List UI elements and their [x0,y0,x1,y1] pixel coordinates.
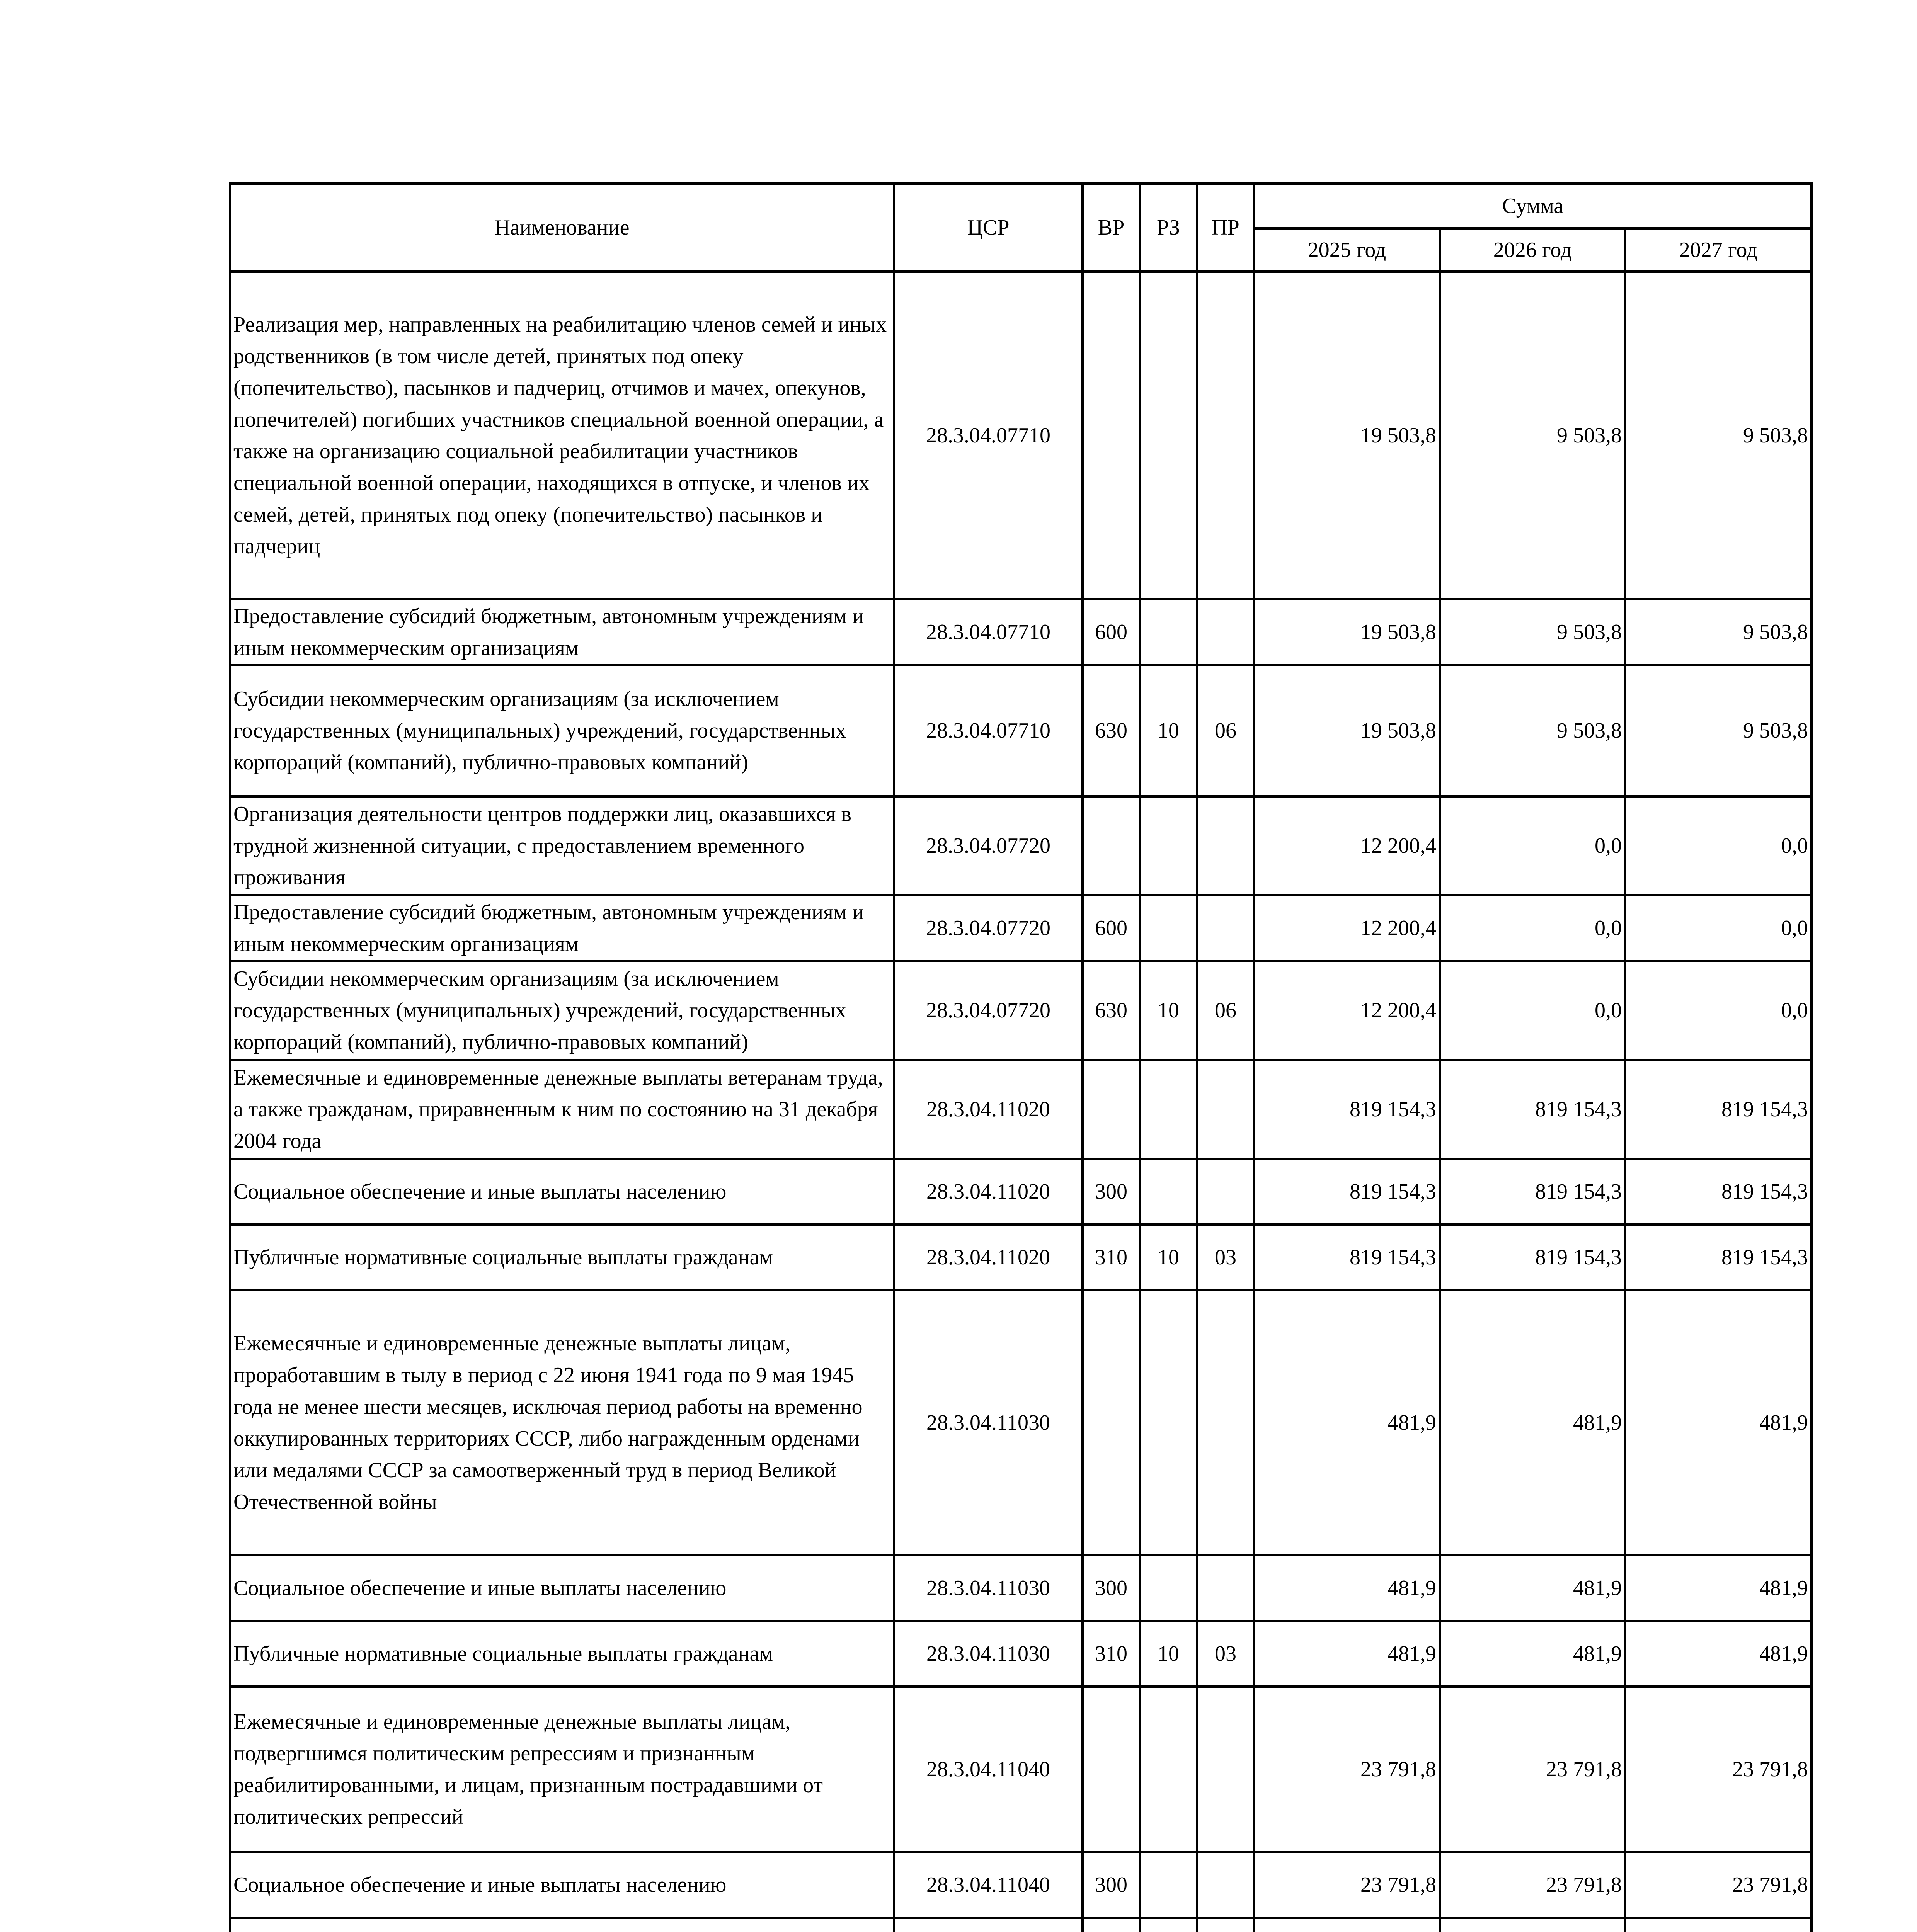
row-value-2026: 819 154,3 [1440,1159,1625,1225]
table-row [230,665,1811,796]
table-row [230,1918,1811,1932]
row-name [230,1918,894,1932]
row-vr [1083,272,1140,599]
row-value-2026: 0,0 [1440,796,1625,895]
row-value-2026: 23 791,8 [1440,1687,1625,1852]
row-pr [1197,1159,1254,1225]
row-csr: 28.3.04.11030 [894,1555,1083,1621]
row-name: Публичные нормативные социальные выплаты гражданам [230,1225,894,1290]
row-value-2026: 819 154,3 [1440,1060,1625,1159]
row-name: Субсидии некоммерческим организациям (за исключением государственных (муниципальных) учреждений, государственных корпораций (компаний), публично-правовых компаний) [230,961,894,1060]
row-vr [1083,1060,1140,1159]
row-value-2025: 19 503,8 [1254,665,1440,796]
row-csr: 28.3.04.11040 [894,1852,1083,1918]
header-csr: ЦСР [894,184,1083,272]
row-value-2025: 819 154,3 [1254,1060,1440,1159]
row-value-2027: 9 503,8 [1625,599,1811,665]
row-pr: 03 [1197,1225,1254,1290]
row-value-2027: 23 791,8 [1625,1687,1811,1852]
row-value-2026 [1440,1918,1625,1932]
row-csr: 28.3.04.11030 [894,1621,1083,1687]
row-csr: 28.3.04.07710 [894,272,1083,599]
row-pr [1197,796,1254,895]
row-csr: 28.3.04.07720 [894,895,1083,961]
row-rz [1140,1852,1197,1918]
row-value-2026: 9 503,8 [1440,665,1625,796]
row-pr [1197,1555,1254,1621]
row-rz: 10 [1140,1225,1197,1290]
row-csr: 28.3.04.11020 [894,1159,1083,1225]
row-pr [1197,1290,1254,1555]
table-row [230,599,1811,665]
row-vr: 310 [1083,1621,1140,1687]
row-name: Социальное обеспечение и иные выплаты населению [230,1852,894,1918]
row-vr [1083,1290,1140,1555]
row-pr: 03 [1197,1621,1254,1687]
row-value-2026: 819 154,3 [1440,1225,1625,1290]
table-row [230,1290,1811,1555]
row-rz [1140,796,1197,895]
header-rz: РЗ [1140,184,1197,272]
row-pr: 06 [1197,961,1254,1060]
row-rz [1140,1290,1197,1555]
row-name: Предоставление субсидий бюджетным, автономным учреждениям и иным некоммерческим организациям [230,895,894,961]
table-row [230,1621,1811,1687]
row-rz: 10 [1140,665,1197,796]
row-rz: 10 [1140,961,1197,1060]
row-rz [1140,895,1197,961]
row-value-2025 [1254,1918,1440,1932]
row-vr: 310 [1083,1225,1140,1290]
row-csr: 28.3.04.07720 [894,796,1083,895]
row-vr: 300 [1083,1159,1140,1225]
table-row [230,1852,1811,1918]
row-value-2027: 9 503,8 [1625,665,1811,796]
row-pr [1197,1060,1254,1159]
row-value-2025: 12 200,4 [1254,895,1440,961]
row-value-2026: 9 503,8 [1440,272,1625,599]
row-value-2027: 0,0 [1625,895,1811,961]
row-csr: 28.3.04.11030 [894,1290,1083,1555]
row-value-2027: 819 154,3 [1625,1225,1811,1290]
row-name: Публичные нормативные социальные выплаты гражданам [230,1621,894,1687]
row-value-2025: 23 791,8 [1254,1852,1440,1918]
row-vr [1083,1918,1140,1932]
row-name: Ежемесячные и единовременные денежные выплаты ветеранам труда, а также гражданам, приравненным к ним по состоянию на 31 декабря 2004 года [230,1060,894,1159]
row-value-2026: 0,0 [1440,961,1625,1060]
row-value-2027: 481,9 [1625,1621,1811,1687]
header-2027: 2027 год [1625,228,1811,272]
row-rz [1140,1159,1197,1225]
row-name: Социальное обеспечение и иные выплаты населению [230,1555,894,1621]
table-row [230,1555,1811,1621]
header-sum: Сумма [1254,184,1811,228]
row-csr: 28.3.04.11020 [894,1060,1083,1159]
row-value-2025: 481,9 [1254,1621,1440,1687]
row-csr: 28.3.04.07710 [894,665,1083,796]
table-row [230,895,1811,961]
row-value-2026: 481,9 [1440,1555,1625,1621]
row-rz [1140,599,1197,665]
header-name: Наименование [230,184,894,272]
row-vr: 630 [1083,665,1140,796]
row-value-2027: 0,0 [1625,796,1811,895]
row-name: Социальное обеспечение и иные выплаты населению [230,1159,894,1225]
row-value-2027: 819 154,3 [1625,1060,1811,1159]
table-row [230,796,1811,895]
row-vr: 600 [1083,895,1140,961]
row-csr [894,1918,1083,1932]
table-row [230,961,1811,1060]
budget-table [229,182,1813,1932]
table-row [230,1687,1811,1852]
row-value-2027 [1625,1918,1811,1932]
row-vr [1083,796,1140,895]
row-name: Субсидии некоммерческим организациям (за исключением государственных (муниципальных) учреждений, государственных корпораций (компаний), публично-правовых компаний) [230,665,894,796]
row-vr [1083,1687,1140,1852]
row-pr [1197,272,1254,599]
table-row [230,272,1811,599]
row-value-2027: 481,9 [1625,1290,1811,1555]
row-vr: 300 [1083,1555,1140,1621]
row-pr: 06 [1197,665,1254,796]
row-pr [1197,895,1254,961]
row-value-2027: 0,0 [1625,961,1811,1060]
row-rz [1140,1687,1197,1852]
row-value-2025: 12 200,4 [1254,961,1440,1060]
row-value-2026: 0,0 [1440,895,1625,961]
row-name: Предоставление субсидий бюджетным, автономным учреждениям и иным некоммерческим организациям [230,599,894,665]
row-name: Организация деятельности центров поддержки лиц, оказавшихся в трудной жизненной ситуации, с предоставлением временного проживания [230,796,894,895]
row-value-2025: 481,9 [1254,1290,1440,1555]
row-vr: 600 [1083,599,1140,665]
row-value-2026: 9 503,8 [1440,599,1625,665]
row-value-2027: 481,9 [1625,1555,1811,1621]
header-vr: ВР [1083,184,1140,272]
row-value-2025: 819 154,3 [1254,1159,1440,1225]
row-value-2026: 23 791,8 [1440,1852,1625,1918]
row-csr: 28.3.04.11020 [894,1225,1083,1290]
row-csr: 28.3.04.07720 [894,961,1083,1060]
header-2026: 2026 год [1440,228,1625,272]
row-rz [1140,1555,1197,1621]
row-rz [1140,272,1197,599]
header-pr: ПР [1197,184,1254,272]
row-pr [1197,1687,1254,1852]
row-value-2025: 481,9 [1254,1555,1440,1621]
header-2025: 2025 год [1254,228,1440,272]
row-csr: 28.3.04.07710 [894,599,1083,665]
row-value-2027: 819 154,3 [1625,1159,1811,1225]
row-value-2025: 19 503,8 [1254,272,1440,599]
table-row [230,1060,1811,1159]
row-value-2027: 9 503,8 [1625,272,1811,599]
row-value-2027: 23 791,8 [1625,1852,1811,1918]
row-name: Реализация мер, направленных на реабилитацию членов семей и иных родственников (в том числе детей, принятых под опеку (попечительство), пасынков и падчериц, отчимов и мачех, опекунов, попечителей) погибших участников специальной военной операции, а также на организацию социальной реабилитации участников специальной военной операции, находящихся в отпуске, и членов их семей, детей, принятых под опеку (попечительство) пасынков и падчериц [230,272,894,599]
row-pr [1197,1918,1254,1932]
row-rz [1140,1060,1197,1159]
row-name: Ежемесячные и единовременные денежные выплаты лицам, проработавшим в тылу в период с 22 июня 1941 года по 9 мая 1945 года не менее шести месяцев, исключая период работы на временно оккупированных территориях СССР, либо награжденным орденами или медалями СССР за самоотверженный труд в период Великой Отечественной войны [230,1290,894,1555]
row-rz: 10 [1140,1621,1197,1687]
row-pr [1197,599,1254,665]
table-row [230,1225,1811,1290]
row-vr: 630 [1083,961,1140,1060]
row-value-2025: 23 791,8 [1254,1687,1440,1852]
row-vr: 300 [1083,1852,1140,1918]
row-pr [1197,1852,1254,1918]
row-value-2025: 819 154,3 [1254,1225,1440,1290]
row-value-2025: 12 200,4 [1254,796,1440,895]
row-value-2025: 19 503,8 [1254,599,1440,665]
row-value-2026: 481,9 [1440,1290,1625,1555]
row-rz [1140,1918,1197,1932]
row-csr: 28.3.04.11040 [894,1687,1083,1852]
table-body [230,272,1811,1932]
row-value-2026: 481,9 [1440,1621,1625,1687]
row-name: Ежемесячные и единовременные денежные выплаты лицам, подвергшимся политическим репрессиям и признанным реабилитированными, и лицам, признанным пострадавшими от политических репрессий [230,1687,894,1852]
table-row [230,1159,1811,1225]
